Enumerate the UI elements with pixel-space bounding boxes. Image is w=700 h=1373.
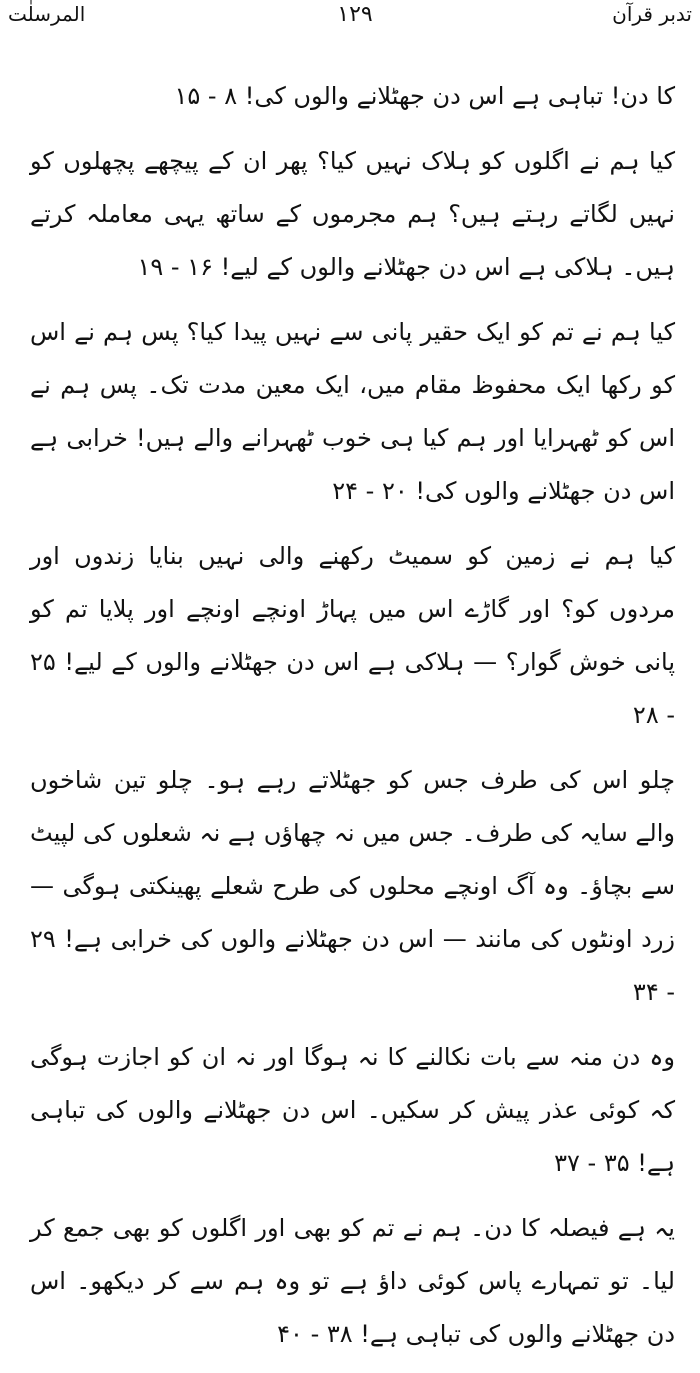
surah-name: المرسلٰت [8,2,86,26]
page-number: ١٢٩ [337,2,373,27]
paragraph: چلو اس کی طرف جس کو جھٹلاتے رہے ہو۔ چلو تین شاخوں والے سایہ کی طرف۔ جس میں نہ چھاؤں ہے نہ شعلوں کی لپیٹ سے بچاؤ۔ وہ آگ اونچے محلوں کی طرح شعلے پھینکتی ہوگی — زرد اونٹوں کی مانند — اس دن جھٹلانے والوں کی خرابی ہے! ۲۹ - ۳۴ [30,766,675,1006]
paragraph: کیا ہم نے زمین کو سمیٹ رکھنے والی نہیں بنایا زندوں اور مردوں کو؟ اور گاڑے اس میں پہاڑ اونچے اونچے اور پلایا تم کو پانی خوش گوار؟ — ہلاکی ہے اس دن جھٹلانے والوں کے لیے! ۲۵ - ۲۸ [30,542,675,729]
page-header [0,2,700,42]
paragraph: یہ ہے فیصلہ کا دن۔ ہم نے تم کو بھی اور اگلوں کو بھی جمع کر لیا۔ تو تمہارے پاس کوئی داؤ ہے تو وہ ہم سے کر دیکھو۔ اس دن جھٹلانے والوں کی تباہی ہے! ۳۸ - ۴۰ [30,1214,675,1348]
paragraph: کیا ہم نے اگلوں کو ہلاک نہیں کیا؟ پھر ان کے پیچھے پچھلوں کو نہیں لگاتے رہتے ہیں؟ ہم مجرموں کے ساتھ یہی معاملہ کرتے ہیں۔ ہلاکی ہے اس دن جھٹلانے والوں کے لیے! ۱۶ - ۱۹ [30,147,675,281]
paragraph: کیا ہم نے تم کو ایک حقیر پانی سے نہیں پیدا کیا؟ پس ہم نے اس کو رکھا ایک محفوظ مقام میں، ایک معین مدت تک۔ پس ہم نے اس کو ٹھہرایا اور ہم کیا ہی خوب ٹھہرانے والے ہیں! خرابی ہے اس دن جھٹلانے والوں کی! ۲۰ - ۲۴ [30,318,675,505]
paragraph: کا دن! تباہی ہے اس دن جھٹلانے والوں کی! ۸ - ۱۵ [174,82,675,110]
translation-text [30,70,675,1373]
paragraph: وہ دن منہ سے بات نکالنے کا نہ ہوگا اور نہ ان کو اجازت ہوگی کہ کوئی عذر پیش کر سکیں۔ اس دن جھٹلانے والوں کی تباہی ہے! ۳۵ - ۳۷ [30,1043,675,1177]
book-title: تدبر قرآن [612,2,692,26]
